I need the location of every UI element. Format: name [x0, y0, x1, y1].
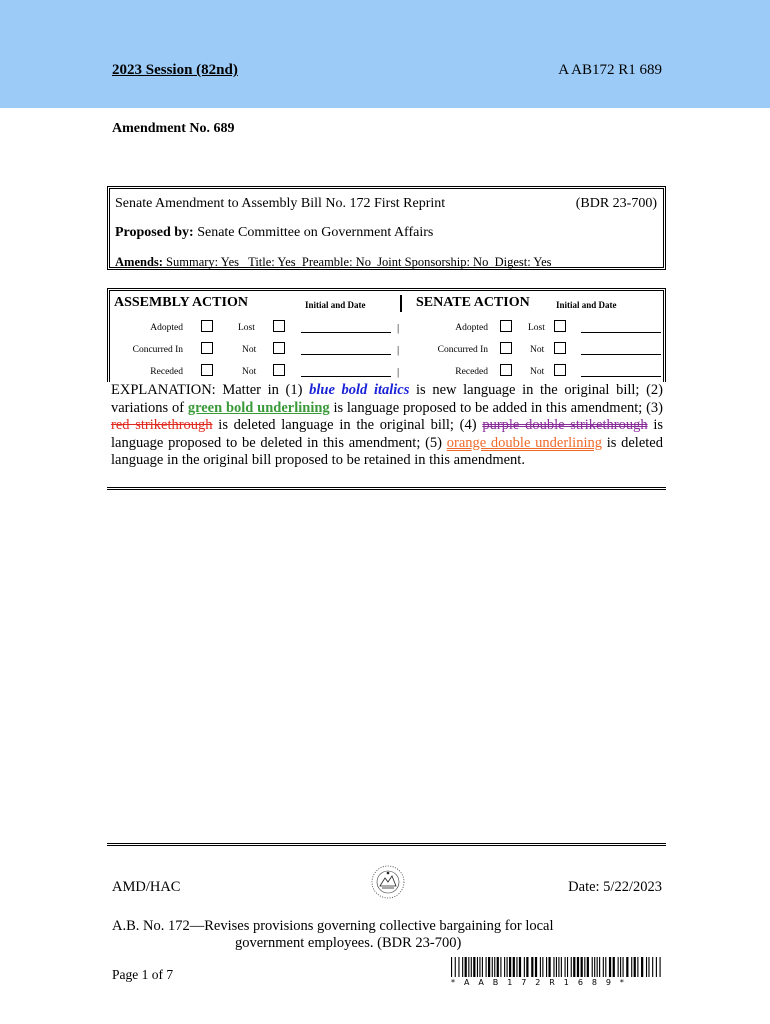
bdr-number: (BDR 23-700) — [575, 196, 657, 211]
barcode-bar — [531, 957, 533, 977]
action-table — [107, 288, 666, 382]
barcode-bar — [637, 957, 638, 977]
barcode-bar — [479, 957, 480, 977]
assembly-action-title: ASSEMBLY ACTION — [114, 295, 248, 310]
assembly-initial-line — [301, 354, 391, 355]
barcode-bar — [468, 957, 469, 977]
senate-adopted-label: Adopted — [455, 323, 488, 333]
proposed-by-label: Proposed by: — [115, 225, 194, 240]
barcode-bar — [526, 957, 528, 977]
barcode-bar — [597, 957, 598, 977]
assembly-initial-date-label: Initial and Date — [305, 300, 366, 310]
assembly-adopted-checkbox[interactable] — [201, 320, 213, 332]
senate-initial-line — [581, 332, 661, 333]
assembly-receded-label: Receded — [150, 367, 183, 377]
barcode-bar — [634, 957, 636, 977]
assembly-initial-line — [301, 332, 391, 333]
assembly-lost-checkbox[interactable] — [273, 320, 285, 332]
assembly-receded-checkbox[interactable] — [201, 364, 213, 376]
barcode-bar — [486, 957, 487, 977]
barcode-bar — [513, 957, 515, 977]
barcode-bar — [497, 957, 499, 977]
barcode-bar — [473, 957, 475, 977]
senate-initial-line — [581, 376, 661, 377]
assembly-not-label: Not — [242, 345, 257, 355]
document-id: A AB172 R1 689 — [558, 62, 662, 78]
row-separator: | — [397, 322, 400, 334]
senate-lost-checkbox[interactable] — [554, 320, 566, 332]
page-number: Page 1 of 7 — [112, 967, 174, 982]
barcode-bar — [599, 957, 600, 977]
bill-title-line1: A.B. No. 172—Revises provisions governing collective bargaining for local — [112, 918, 554, 934]
barcode-bar — [581, 957, 583, 977]
explanation-segment: is deleted language in the original bill proposed to be retained in this amendment. — [111, 434, 663, 468]
barcode-bar — [592, 957, 593, 977]
barcode-bar — [509, 957, 511, 977]
barcode-bar — [492, 957, 493, 977]
explanation-segment: is deleted language in the original bill; (4) — [212, 417, 483, 433]
barcode-bar — [652, 957, 653, 977]
senate-initial-line — [581, 354, 661, 355]
barcode-bar — [656, 957, 657, 977]
barcode-bar — [519, 957, 521, 977]
barcode-bar — [535, 957, 537, 977]
assembly-lost-label: Lost — [238, 323, 255, 333]
amendment-description: Senate Amendment to Assembly Bill No. 172 First Reprint — [115, 196, 446, 211]
barcode-bar — [500, 957, 501, 977]
row-separator: | — [397, 344, 400, 356]
barcode-bar — [605, 957, 606, 977]
barcode-bar — [565, 957, 566, 977]
barcode-bar — [620, 957, 621, 977]
assembly-not-checkbox[interactable] — [273, 342, 285, 354]
legend-orange-double-underlining: orange double underlining — [446, 434, 602, 451]
column-divider — [400, 295, 402, 312]
senate-initial-date-label: Initial and Date — [556, 300, 617, 310]
legend-green-bold-underlining: green bold underlining — [187, 399, 330, 416]
header-band — [0, 0, 770, 108]
assembly-concurred-checkbox[interactable] — [201, 342, 213, 354]
barcode-bar — [462, 957, 463, 977]
legend-blue-bold-italics: blue bold italics — [309, 382, 410, 398]
amendment-summary-box — [107, 186, 666, 270]
assembly-not-checkbox[interactable] — [273, 364, 285, 376]
barcode-bar — [451, 957, 452, 977]
barcode-bar — [540, 957, 541, 977]
assembly-adopted-label: Adopted — [150, 323, 183, 333]
barcode-bar — [494, 957, 495, 977]
barcode-bar — [587, 957, 589, 977]
barcode-bar — [584, 957, 585, 977]
barcode-bar — [609, 957, 611, 977]
explanation-segment: is language proposed to be deleted in this amendment; (5) — [111, 417, 663, 451]
barcode-bar — [507, 957, 508, 977]
senate-action-title: SENATE ACTION — [416, 295, 530, 310]
senate-receded-label: Receded — [455, 367, 488, 377]
legend-red-strikethrough: red strikethrough — [111, 417, 213, 433]
senate-concurred-label: Concurred In — [437, 345, 488, 355]
barcode-bar — [558, 957, 559, 977]
barcode-bar — [626, 957, 628, 977]
explanation-bottom-rule — [107, 487, 666, 490]
senate-not-checkbox[interactable] — [554, 364, 566, 376]
barcode — [451, 957, 662, 977]
barcode-bar — [542, 957, 543, 977]
amendment-date: Date: 5/22/2023 — [568, 879, 662, 895]
senate-concurred-checkbox[interactable] — [500, 342, 512, 354]
barcode-bar — [455, 957, 456, 977]
barcode-bar — [603, 957, 604, 977]
barcode-bar — [618, 957, 619, 977]
senate-not-checkbox[interactable] — [554, 342, 566, 354]
assembly-not-label: Not — [242, 367, 257, 377]
barcode-bar — [556, 957, 557, 977]
barcode-bar — [477, 957, 478, 977]
barcode-bar — [573, 957, 575, 977]
amends-label: Amends: — [115, 255, 163, 269]
amendment-number: Amendment No. 689 — [112, 121, 235, 136]
row-separator: | — [397, 366, 400, 378]
explanation-segment: EXPLANATION: Matter in (1) — [111, 382, 310, 398]
senate-not-label: Not — [530, 367, 545, 377]
barcode-bar — [458, 957, 459, 977]
barcode-bar — [524, 957, 525, 977]
barcode-bar — [577, 957, 579, 977]
session-title: 2023 Session (82nd) — [112, 62, 238, 78]
amends-line — [115, 255, 552, 270]
barcode-bar — [623, 957, 624, 977]
footer-rule — [107, 843, 666, 846]
barcode-bar — [631, 957, 632, 977]
assembly-concurred-label: Concurred In — [132, 345, 183, 355]
barcode-bar — [553, 957, 554, 977]
barcode-bar — [646, 957, 647, 977]
explanation-text — [111, 382, 663, 470]
amendment-code: AMD/HAC — [112, 879, 181, 895]
legend-purple-double-strikethrough: purple double strikethrough — [482, 417, 648, 433]
proposed-by-value: Senate Committee on Government Affairs — [197, 225, 434, 240]
barcode-bar — [516, 957, 517, 977]
barcode-bar — [488, 957, 490, 977]
explanation-segment: is new language in the original bill; (2) variations of — [111, 382, 664, 416]
nevada-state-seal-icon — [370, 864, 406, 900]
senate-receded-checkbox[interactable] — [500, 364, 512, 376]
barcode-bar — [613, 957, 615, 977]
barcode-bar — [594, 957, 595, 977]
barcode-bar — [546, 957, 547, 977]
assembly-initial-line — [301, 376, 391, 377]
barcode-bar — [641, 957, 643, 977]
barcode-bar — [660, 957, 661, 977]
senate-lost-label: Lost — [528, 323, 545, 333]
senate-not-label: Not — [530, 345, 545, 355]
barcode-bar — [548, 957, 550, 977]
explanation-segment: is language proposed to be added in this amendment; (3) — [329, 399, 663, 416]
barcode-bar — [561, 957, 562, 977]
barcode-bar — [465, 957, 467, 977]
barcode-bar — [471, 957, 472, 977]
barcode-caption: * A A B 1 7 2 R 1 6 8 9 * — [451, 978, 628, 987]
barcode-bar — [567, 957, 568, 977]
barcode-bar — [482, 957, 483, 977]
senate-adopted-checkbox[interactable] — [500, 320, 512, 332]
barcode-bar — [504, 957, 505, 977]
proposed-by-line — [115, 225, 433, 241]
barcode-bar — [648, 957, 649, 977]
bill-title-line2: government employees. (BDR 23-700) — [235, 935, 462, 951]
barcode-bar — [571, 957, 572, 977]
amends-values: Summary: Yes Title: Yes Preamble: No Joint Sponsorship: No Digest: Yes — [166, 255, 552, 269]
